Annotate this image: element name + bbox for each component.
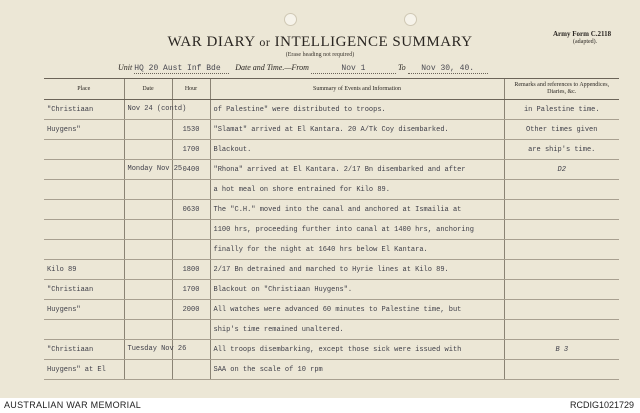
- column-header-date: Date: [124, 79, 172, 100]
- summary-cell: Blackout.: [210, 140, 504, 160]
- form-note: (adapted).: [573, 39, 598, 45]
- place-cell: [44, 160, 124, 180]
- column-header-hour: Hour: [172, 79, 210, 100]
- date-cell: [124, 280, 172, 300]
- date-time-label: Date and Time.—From: [235, 63, 309, 72]
- title-war-diary: WAR DIARY: [167, 34, 256, 50]
- column-header-summary: Summary of Events and Information: [210, 79, 504, 100]
- summary-cell: All troops disembarking, except those sick were issued with: [210, 340, 504, 360]
- table-row: [44, 160, 619, 180]
- title-or: or: [259, 35, 271, 49]
- form-subtitle: (Erase heading not required): [285, 52, 355, 58]
- archive-reference: RCDIG1021729: [569, 400, 634, 410]
- date-cell: [124, 260, 172, 280]
- summary-cell: All watches were advanced 60 minutes to Palestine time, but: [210, 300, 504, 320]
- date-cell: [124, 140, 172, 160]
- date-cell: [124, 120, 172, 140]
- hour-cell: [172, 240, 210, 260]
- hour-cell: 1700: [172, 140, 210, 160]
- hour-cell: 0400: [172, 160, 210, 180]
- remarks-cell: Other times given: [504, 120, 619, 140]
- table-header-row: [44, 79, 619, 100]
- summary-cell: ship's time remained unaltered.: [210, 320, 504, 340]
- hour-cell: 1800: [172, 260, 210, 280]
- place-cell: [44, 140, 124, 160]
- date-cell: [124, 220, 172, 240]
- hour-cell: 2000: [172, 300, 210, 320]
- summary-cell: Blackout on "Christiaan Huygens".: [210, 280, 504, 300]
- date-cell: Tuesday Nov 26: [124, 340, 172, 360]
- remarks-cell: [504, 300, 619, 320]
- place-cell: [44, 220, 124, 240]
- remarks-cell: [504, 180, 619, 200]
- hour-cell: [172, 180, 210, 200]
- place-cell: [44, 200, 124, 220]
- hour-cell: 1530: [172, 120, 210, 140]
- to-value: Nov 30, 40.: [408, 64, 488, 74]
- summary-cell: finally for the night at 1640 hrs below El Kantara.: [210, 240, 504, 260]
- table-row: [44, 220, 619, 240]
- place-cell: Kilo 89: [44, 260, 124, 280]
- table-row: [44, 240, 619, 260]
- remarks-cell: [504, 320, 619, 340]
- date-cell: [124, 200, 172, 220]
- punch-hole-left: [284, 13, 297, 26]
- date-cell: [124, 180, 172, 200]
- place-cell: [44, 240, 124, 260]
- table-row: [44, 340, 619, 360]
- remarks-cell: D2: [504, 160, 619, 180]
- date-cell: [124, 300, 172, 320]
- table-row: [44, 300, 619, 320]
- unit-label: Unit: [118, 63, 133, 72]
- hour-cell: [172, 360, 210, 380]
- remarks-cell: are ship's time.: [504, 140, 619, 160]
- from-value: Nov 1: [311, 64, 396, 74]
- archive-footer: [0, 398, 640, 413]
- hour-cell: 0630: [172, 200, 210, 220]
- remarks-cell: [504, 280, 619, 300]
- table-row: [44, 100, 619, 120]
- remarks-cell: in Palestine time.: [504, 100, 619, 120]
- archive-name: AUSTRALIAN WAR MEMORIAL: [4, 400, 142, 410]
- place-cell: [44, 180, 124, 200]
- remarks-cell: B 3: [504, 340, 619, 360]
- table-row: [44, 260, 619, 280]
- remarks-cell: [504, 240, 619, 260]
- place-cell: Huygens": [44, 300, 124, 320]
- hour-cell: [172, 220, 210, 240]
- summary-cell: 2/17 Bn detrained and marched to Hyrie lines at Kilo 89.: [210, 260, 504, 280]
- hour-cell: [172, 320, 210, 340]
- place-cell: "Christiaan: [44, 340, 124, 360]
- place-cell: Huygens" at El: [44, 360, 124, 380]
- unit-line: [118, 63, 488, 74]
- place-cell: Huygens": [44, 120, 124, 140]
- summary-cell: a hot meal on shore entrained for Kilo 89.: [210, 180, 504, 200]
- punch-hole-right: [404, 13, 417, 26]
- to-label: To: [397, 63, 406, 72]
- date-cell: Nov 24 (contd): [124, 100, 172, 120]
- place-cell: [44, 320, 124, 340]
- form-title: [0, 34, 640, 51]
- table-row: [44, 140, 619, 160]
- form-number: Army Form C.2118: [553, 30, 612, 38]
- summary-cell: The "C.H." moved into the canal and anchored at Ismailia at: [210, 200, 504, 220]
- table-row: [44, 180, 619, 200]
- table-row: [44, 360, 619, 380]
- hour-cell: 1700: [172, 280, 210, 300]
- date-cell: [124, 320, 172, 340]
- summary-cell: "Rhona" arrived at El Kantara. 2/17 Bn disembarked and after: [210, 160, 504, 180]
- date-cell: Monday Nov 25: [124, 160, 172, 180]
- table-row: [44, 320, 619, 340]
- table-row: [44, 280, 619, 300]
- column-header-remarks: Remarks and references to Appendices, Diaries, &c.: [504, 79, 619, 100]
- summary-cell: "Slamat" arrived at El Kantara. 20 A/Tk Coy disembarked.: [210, 120, 504, 140]
- remarks-cell: [504, 200, 619, 220]
- date-cell: [124, 360, 172, 380]
- column-header-place: Place: [44, 79, 124, 100]
- remarks-cell: [504, 360, 619, 380]
- table-row: [44, 120, 619, 140]
- summary-cell: 1100 hrs, proceeding further into canal at 1400 hrs, anchoring: [210, 220, 504, 240]
- title-intelligence-summary: INTELLIGENCE SUMMARY: [274, 34, 473, 50]
- diary-table: [44, 78, 619, 380]
- unit-value: HQ 20 Aust Inf Bde: [134, 64, 229, 74]
- table-row: [44, 200, 619, 220]
- remarks-cell: [504, 220, 619, 240]
- summary-cell: SAA on the scale of 10 rpm: [210, 360, 504, 380]
- remarks-cell: [504, 260, 619, 280]
- place-cell: "Christiaan: [44, 100, 124, 120]
- place-cell: "Christiaan: [44, 280, 124, 300]
- date-cell: [124, 240, 172, 260]
- summary-cell: of Palestine" were distributed to troops.: [210, 100, 504, 120]
